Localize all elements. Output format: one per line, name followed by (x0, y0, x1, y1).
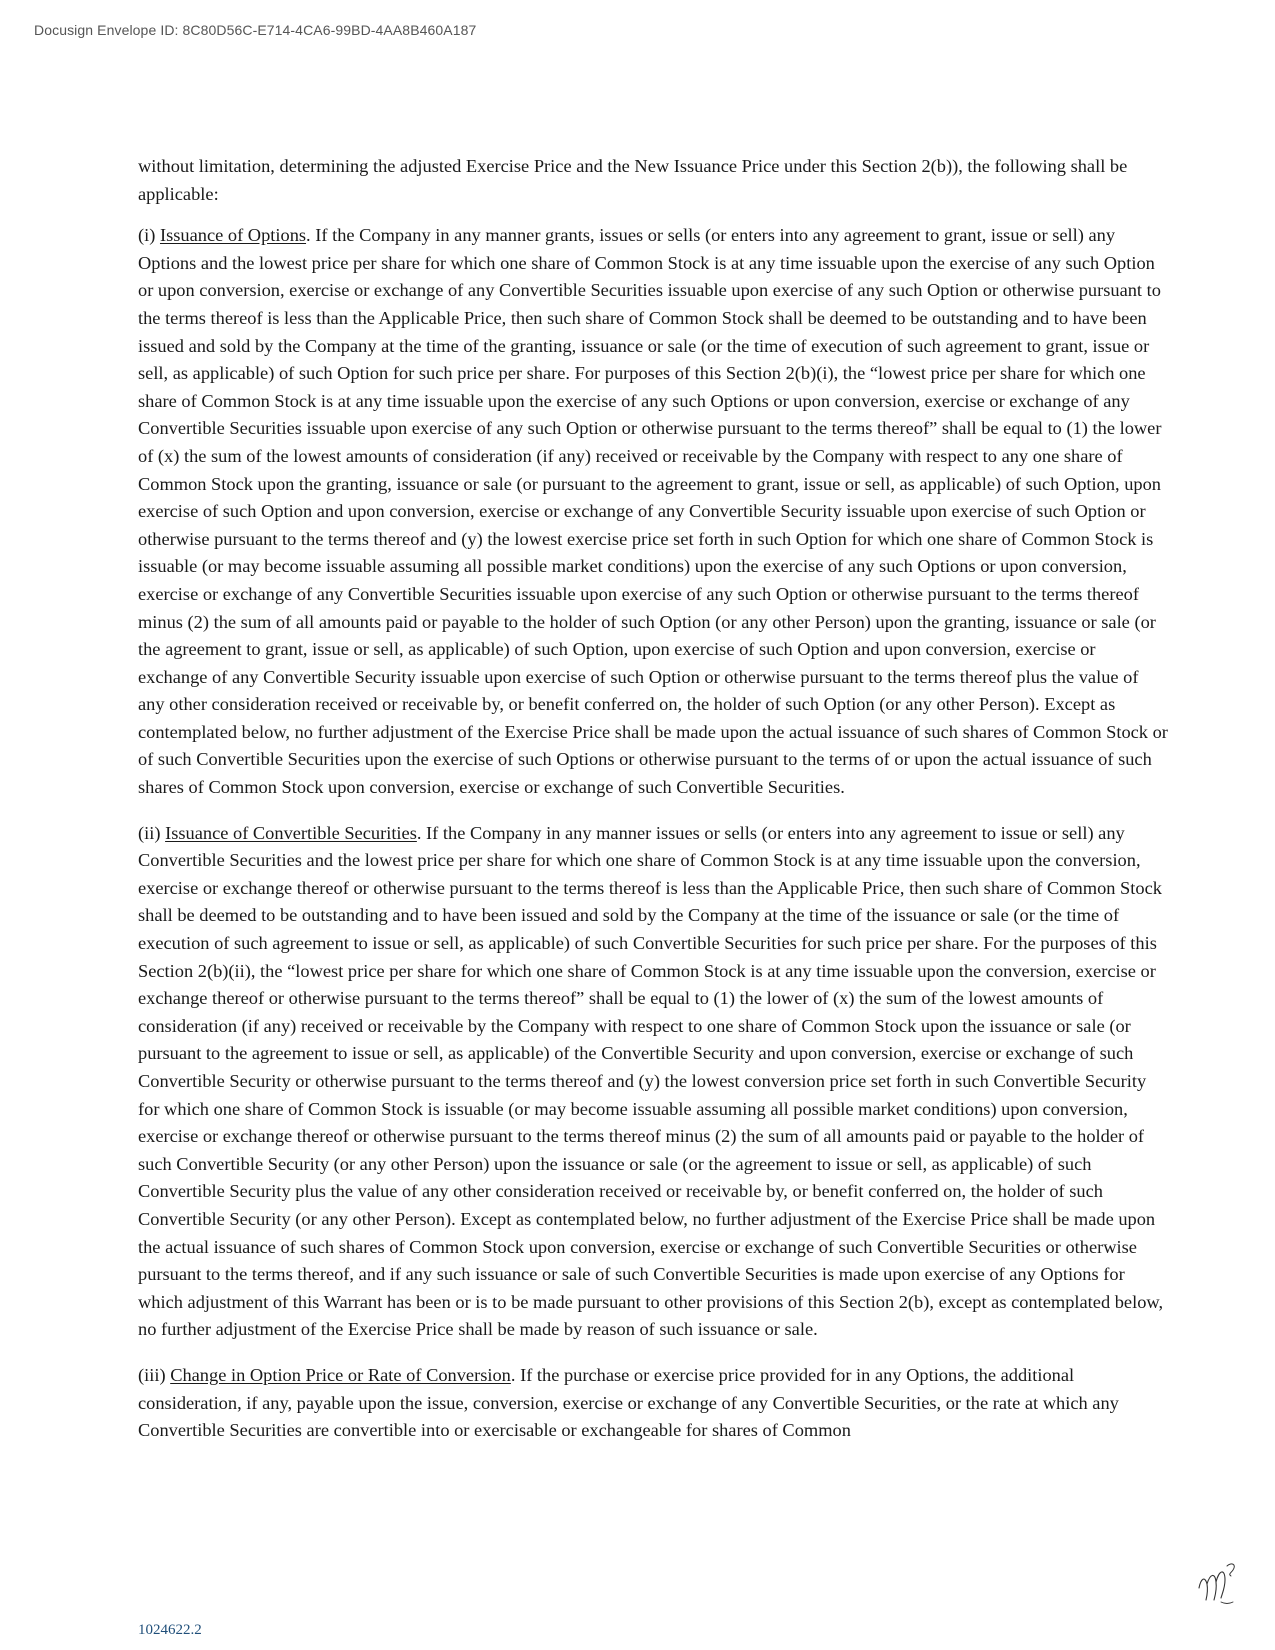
docusign-envelope-id: Docusign Envelope ID: 8C80D56C-E714-4CA6-99BD-4AA8B460A187 (34, 22, 477, 38)
section-change-in-option-price (138, 1362, 1168, 1445)
handwritten-initials (1195, 1558, 1255, 1608)
section-text: . If the Company in any manner grants, issues or sells (or enters into any agreement to grant, issue or sell) any Options and the lowest price per share for which one share of Common Stock is at any time issuable upon the exercise of any such Option or upon conversion, exercise or exchange of any Convertible Securities issuable upon exercise of any such Option or otherwise pursuant to the terms thereof is less than the Applicable Price, then such share of Common Stock shall be deemed to be outstanding and to have been issued and sold by the Company at the time of the granting, issuance or sale (or the time of execution of such agreement to grant, issue or sell, as applicable) of such Option for such price per share. For purposes of this Section 2(b)(i), the “lowest price per share for which one share of Common Stock is at any time issuable upon the exercise of any such Options or upon conversion, exercise or exchange of any Convertible Securities issuable upon exercise of any such Option or otherwise pursuant to the terms thereof” shall be equal to (1) the lower of (x) the sum of the lowest amounts of consideration (if any) received or receivable by the Company with respect to any one share of Common Stock upon the granting, issuance or sale (or pursuant to the agreement to grant, issue or sell, as applicable) of such Option, upon exercise of such Option and upon conversion, exercise or exchange of any Convertible Security issuable upon exercise of such Option or otherwise pursuant to the terms thereof and (y) the lowest exercise price set forth in such Option for which one share of Common Stock is issuable (or may become issuable assuming all possible market conditions) upon the exercise of any such Options or upon conversion, exercise or exchange of any Convertible Securities issuable upon exercise of any such Option or otherwise pursuant to the terms thereof minus (2) the sum of all amounts paid or payable to the holder of such Option (or any other Person) upon the granting, issuance or sale (or the agreement to grant, issue or sell, as applicable) of such Option, upon exercise of such Option and upon conversion, exercise or exchange of any Convertible Security issuable upon exercise of such Option or otherwise pursuant to the terms thereof plus the value of any other consideration received or receivable by, or benefit conferred on, the holder of such Option (or any other Person). Except as contemplated below, no further adjustment of the Exercise Price shall be made upon the actual issuance of such shares of Common Stock or of such Convertible Securities upon the exercise of such Options or otherwise pursuant to the terms of or upon the actual issuance of such shares of Common Stock upon conversion, exercise or exchange of such Convertible Securities. (138, 225, 1168, 798)
section-issuance-of-options (138, 222, 1168, 801)
section-heading: Change in Option Price or Rate of Conversion (170, 1364, 511, 1385)
section-prefix: (ii) (138, 822, 166, 843)
intro-paragraph: without limitation, determining the adjusted Exercise Price and the New Issuance Price under this Section 2(b)), the following shall be applicable: (138, 156, 1128, 204)
document-number: 1024622.2 (138, 1622, 202, 1638)
section-text: . If the purchase or exercise price provided for in any Options, the additional consideration, if any, payable upon the issue, conversion, exercise or exchange of any Convertible Securities, or the rate at which any Convertible Securities are convertible into or exercisable or exchangeable for shares of Common (138, 1364, 1119, 1441)
document-body (138, 153, 1168, 1445)
section-issuance-of-convertible-securities (138, 820, 1168, 1344)
section-prefix: (i) (138, 225, 160, 246)
section-text: . If the Company in any manner issues or sells (or enters into any agreement to issue or sell) any Convertible Securities and the lowest price per share for which one share of Common Stock is at any time issuable upon the conversion, exercise or exchange thereof or otherwise pursuant to the terms thereof is less than the Applicable Price, then such share of Common Stock shall be deemed to be outstanding and to have been issued and sold by the Company at the time of the issuance or sale (or the time of execution of such agreement to issue or sell, as applicable) of such Convertible Securities for such price per share. For the purposes of this Section 2(b)(ii), the “lowest price per share for which one share of Common Stock is at any time issuable upon the conversion, exercise or exchange thereof or otherwise pursuant to the terms thereof” shall be equal to (1) the lower of (x) the sum of the lowest amounts of consideration (if any) received or receivable by the Company with respect to one share of Common Stock upon the issuance or sale (or pursuant to the agreement to issue or sell, as applicable) of the Convertible Security and upon conversion, exercise or exchange of such Convertible Security or otherwise pursuant to the terms thereof and (y) the lowest conversion price set forth in such Convertible Security for which one share of Common Stock is issuable (or may become issuable assuming all possible market conditions) upon conversion, exercise or exchange thereof or otherwise pursuant to the terms thereof minus (2) the sum of all amounts paid or payable to the holder of such Convertible Security (or any other Person) upon the issuance or sale (or the agreement to issue or sell, as applicable) of such Convertible Security plus the value of any other consideration received or receivable by, or benefit conferred on, the holder of such Convertible Security (or any other Person). Except as contemplated below, no further adjustment of the Exercise Price shall be made upon the actual issuance of such shares of Common Stock upon conversion, exercise or exchange of such Convertible Securities or otherwise pursuant to the terms thereof, and if any such issuance or sale of such Convertible Securities is made upon exercise of any Options for which adjustment of this Warrant has been or is to be made pursuant to other provisions of this Section 2(b), except as contemplated below, no further adjustment of the Exercise Price shall be made by reason of such issuance or sale. (138, 822, 1164, 1340)
section-prefix: (iii) (138, 1364, 171, 1385)
section-heading: Issuance of Options (159, 225, 307, 246)
section-heading: Issuance of Convertible Securities (165, 822, 417, 843)
